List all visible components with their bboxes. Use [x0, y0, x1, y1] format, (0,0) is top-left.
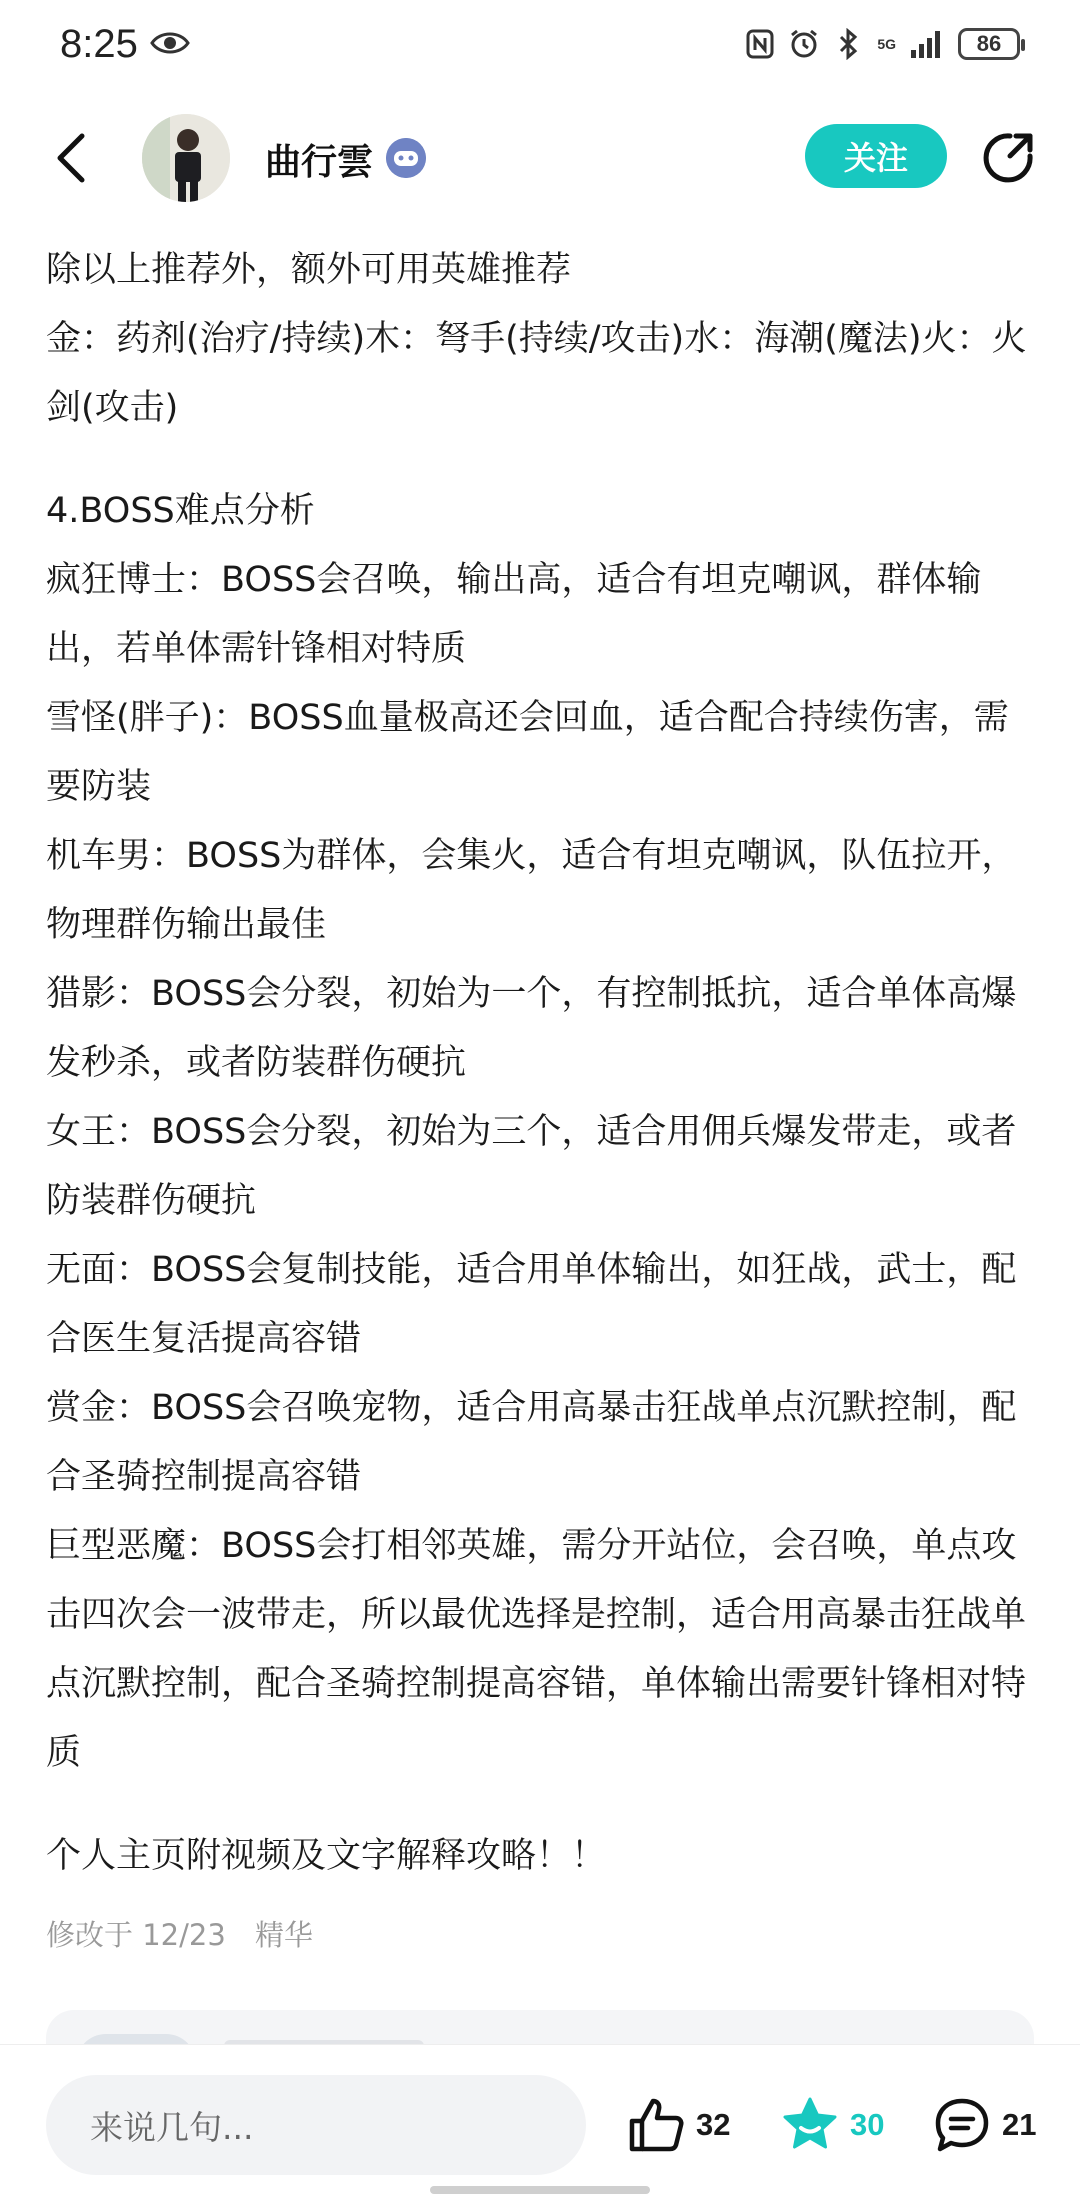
post-paragraph: 猎影：BOSS会分裂，初始为一个，有控制抵抗，适合单体高爆发秒杀，或者防装群伤硬抗 [46, 974, 1017, 1083]
gesture-bar [430, 2186, 650, 2194]
post-paragraph: 个人主页附视频及文字解释攻略！！ [46, 1836, 607, 1876]
post-paragraph: 赏金：BOSS会召唤宠物，适合用高暴击狂战单点沉默控制，配合圣骑控制提高容错 [46, 1388, 1017, 1497]
post-paragraph: 机车男：BOSS为群体，会集火，适合有坦克嘲讽，队伍拉开，物理群伤输出最佳 [46, 836, 1017, 945]
bottom-action-bar [0, 2044, 1080, 2204]
post-header [0, 96, 1080, 220]
author-name[interactable]: 曲行雲 [265, 142, 374, 183]
signal-icon [910, 28, 944, 60]
avatar-photo [142, 114, 230, 202]
post-paragraph: 巨型恶魔：BOSS会打相邻英雄，需分开站位，会召唤，单点攻击四次会一波带走，所以最优选择是控制，适合用高暴击狂战单点沉默控制，配合圣骑控制提高容错，单体输出需要针锋相对特质 [46, 1526, 1027, 1773]
status-time: 8:25 [60, 22, 138, 66]
post-paragraph: 女王：BOSS会分裂，初始为三个，适合用佣兵爆发带走，或者防装群伤硬抗 [46, 1112, 1017, 1221]
nfc-icon [745, 28, 775, 60]
star-icon [780, 2095, 840, 2155]
share-icon[interactable] [980, 130, 1036, 186]
post-paragraph: 无面：BOSS会复制技能，适合用单体输出，如狂战，武士，配合医生复活提高容错 [46, 1250, 1017, 1359]
comment-input[interactable]: 来说几句... [46, 2075, 586, 2175]
like-count: 32 [696, 2107, 731, 2142]
like-button[interactable] [626, 2085, 730, 2165]
network-type: 5G [877, 36, 896, 52]
author-avatar[interactable] [142, 114, 230, 202]
post-meta [46, 1913, 313, 1954]
thumbs-up-icon [626, 2095, 686, 2155]
post-paragraph: 雪怪(胖子)：BOSS血量极高还会回血，适合配合持续伤害，需要防装 [46, 698, 1009, 807]
game-badge-icon [386, 138, 426, 178]
comment-count: 21 [1002, 2107, 1037, 2142]
follow-button[interactable]: 关注 [805, 124, 947, 188]
modified-date: 修改于 12/23 [46, 1918, 226, 1952]
post-paragraph: 除以上推荐外，额外可用英雄推荐 [46, 250, 572, 290]
favorite-button[interactable] [780, 2085, 884, 2165]
featured-tag: 精华 [255, 1918, 314, 1952]
comment-bubble-icon [932, 2095, 992, 2155]
back-icon[interactable] [46, 128, 98, 188]
status-bar [0, 0, 1080, 96]
comment-button[interactable] [932, 2085, 1036, 2165]
post-paragraph: 疯狂博士：BOSS会召唤，输出高，适合有坦克嘲讽，群体输出，若单体需针锋相对特质 [46, 560, 982, 669]
alarm-icon [789, 28, 819, 60]
bluetooth-icon [833, 28, 863, 60]
post-section-heading: 4.BOSS难点分析 [46, 491, 315, 531]
battery-level: 86 [976, 31, 1002, 56]
eye-icon [150, 30, 190, 56]
post-body [46, 236, 1042, 1891]
post-paragraph: 金：药剂(治疗/持续)木：弩手(持续/攻击)水：海潮(魔法)火：火剑(攻击) [46, 319, 1027, 428]
favorite-count: 30 [850, 2107, 885, 2142]
status-icons [745, 24, 1020, 64]
battery-icon [958, 28, 1020, 60]
